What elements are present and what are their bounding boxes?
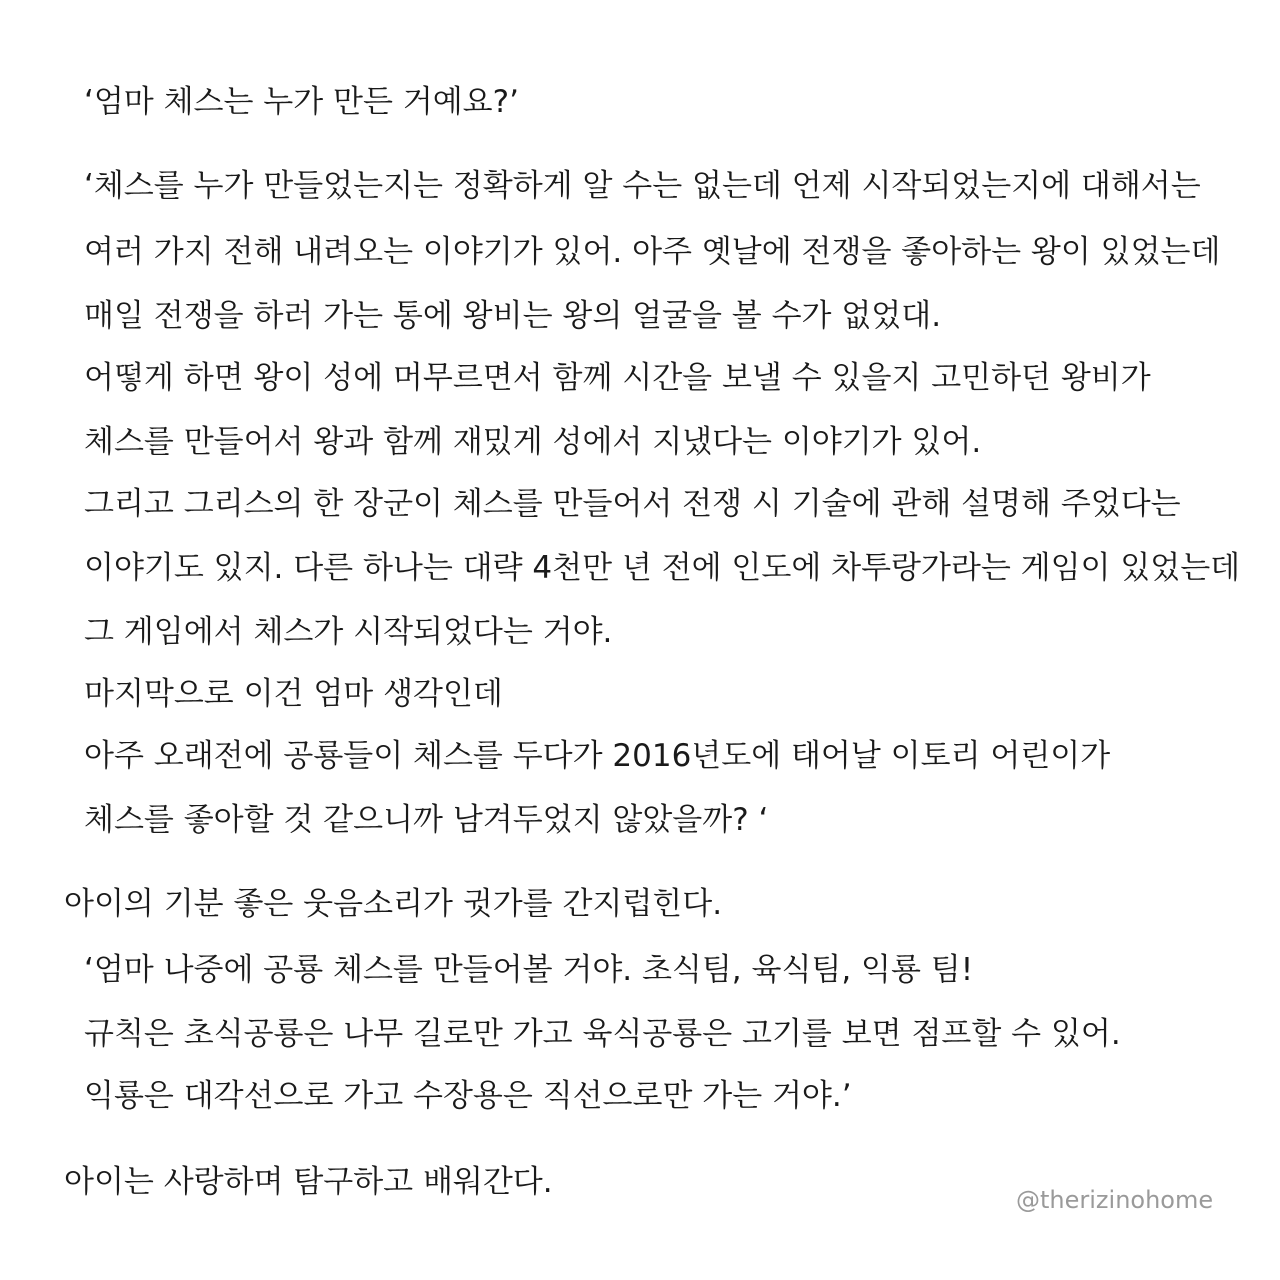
answer-line: 그 게임에서 체스가 시작되었다는 거야. (84, 614, 613, 650)
answer-line: 여러 가지 전해 내려오는 이야기가 있어. 아주 옛날에 전쟁을 좋아하는 왕이 있었는데 (84, 234, 1221, 270)
answer-line: 마지막으로 이건 엄마 생각인데 (84, 676, 503, 712)
question-line: ‘엄마 체스는 누가 만든 거예요?’ (84, 84, 519, 120)
answer-line: 체스를 좋아할 것 같으니까 남겨두었지 않았을까? ‘ (84, 802, 769, 838)
narration-line: 아이의 기분 좋은 웃음소리가 귓가를 간지럽힌다. (64, 886, 723, 922)
answer-line: 그리고 그리스의 한 장군이 체스를 만들어서 전쟁 시 기술에 관해 설명해 주었다는 (84, 486, 1181, 522)
child-line: ‘엄마 나중에 공룡 체스를 만들어볼 거야. 초식팀, 육식팀, 익룡 팀! (84, 952, 974, 988)
answer-line: 어떻게 하면 왕이 성에 머무르면서 함께 시간을 보낼 수 있을지 고민하던 왕비가 (84, 360, 1151, 396)
answer-line: 체스를 만들어서 왕과 함께 재밌게 성에서 지냈다는 이야기가 있어. (84, 424, 982, 460)
watermark: @therizinohome (1016, 1186, 1214, 1214)
child-line: 규칙은 초식공룡은 나무 길로만 가고 육식공룡은 고기를 보면 점프할 수 있어. (84, 1016, 1121, 1052)
child-line: 익룡은 대각선으로 가고 수장용은 직선으로만 가는 거야.’ (84, 1078, 852, 1114)
answer-line: ‘체스를 누가 만들었는지는 정확하게 알 수는 없는데 언제 시작되었는지에 대해서는 (84, 168, 1201, 204)
narration-line: 아이는 사랑하며 탐구하고 배워간다. (64, 1164, 553, 1200)
answer-line: 아주 오래전에 공룡들이 체스를 두다가 2016년도에 태어날 이토리 어린이가 (84, 738, 1111, 774)
answer-line: 이야기도 있지. 다른 하나는 대략 4천만 년 전에 인도에 차투랑가라는 게임이 있었는데 (84, 550, 1241, 586)
answer-line: 매일 전쟁을 하러 가는 통에 왕비는 왕의 얼굴을 볼 수가 없었대. (84, 298, 942, 334)
